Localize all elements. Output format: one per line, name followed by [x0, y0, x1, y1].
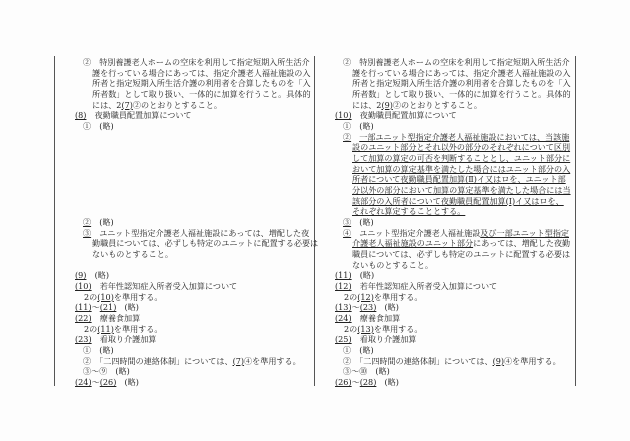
text-segment: ④を準用する。	[504, 355, 561, 366]
text-line	[352, 238, 570, 248]
text-line	[83, 228, 309, 238]
text-line	[352, 174, 566, 184]
text-segment: ① (略)	[343, 345, 374, 356]
underlined-text: (24)	[75, 377, 92, 388]
text-segment: (略)	[376, 302, 399, 313]
text-segment: 療養食加算	[91, 313, 141, 324]
text-line	[352, 142, 570, 152]
underlined-text: して加算の算定の可否を判断することとし、ユニット部分に	[352, 153, 571, 164]
underlined-text: 及び一部ユニット型指定	[480, 227, 570, 238]
text-segment: ②のとおりとすること。	[132, 99, 222, 110]
text-segment: 護を行っている場合にあっては、指定介護老人福祉施設の入	[352, 67, 571, 78]
text-line	[352, 249, 570, 259]
text-line	[343, 132, 569, 142]
text-line	[75, 334, 156, 344]
underlined-text: (10)	[97, 291, 114, 302]
underlined-text: (13)	[357, 323, 374, 334]
text-segment: ④を準用する。	[244, 355, 301, 366]
underlined-text: 分以外の部分において加算の算定基準を満たした場合には当	[352, 185, 571, 196]
text-segment: (略)	[376, 377, 399, 388]
underlined-text: 所者について夜勤職員配置加算(Ⅱ)イ又はロを、ユニット部	[352, 174, 566, 185]
text-segment: を準用する。	[113, 323, 163, 334]
text-segment: 2の	[84, 291, 98, 302]
text-segment: ② 特別養護老人ホームの空床を利用して指定短期入所生活介	[343, 57, 570, 67]
text-line	[352, 153, 570, 163]
text-line	[343, 57, 570, 67]
text-segment: ないものとすること。	[352, 259, 433, 270]
text-segment: 若年性認知症入所者受入加算について	[351, 281, 498, 292]
text-segment: には、2	[352, 99, 382, 110]
text-segment	[351, 132, 359, 142]
underlined-text: 介護老人福祉施設のユニット部分	[352, 238, 474, 249]
text-line	[75, 110, 192, 120]
text-segment: ③～⑩ (略)	[343, 366, 390, 377]
text-segment: 2の	[344, 323, 358, 334]
text-line	[352, 185, 571, 195]
text-line	[352, 164, 570, 174]
text-segment: 勤職員については、必ずしも特定のユニットに配置する必要は	[92, 238, 319, 249]
text-line	[83, 356, 301, 366]
text-line	[83, 345, 114, 355]
text-segment: ～	[91, 302, 100, 313]
underlined-text: (9)	[492, 355, 505, 366]
underlined-text: (7)	[232, 355, 245, 366]
text-line	[352, 196, 564, 206]
underlined-text: ③	[343, 217, 352, 228]
text-segment: 2の	[84, 323, 98, 334]
text-line	[343, 345, 374, 355]
right-column-revised-text	[314, 0, 575, 441]
text-line	[83, 57, 310, 67]
text-line	[83, 366, 130, 376]
text-segment: ～	[351, 377, 360, 388]
underlined-text: (11)	[335, 270, 352, 281]
table-border-right	[575, 56, 576, 386]
text-segment: ③～⑨ (略)	[83, 366, 130, 377]
text-segment: 所者数」として取り扱い、一体的に加算を行うこと。具体的	[92, 89, 311, 99]
text-line	[343, 356, 561, 366]
underlined-text: ②	[343, 131, 352, 142]
underlined-text: (21)	[99, 302, 117, 313]
text-line	[343, 121, 374, 131]
underlined-text: 該部分の入所者について夜勤職員配置加算(Ⅰ)イ又はロを、	[352, 195, 564, 206]
text-segment: (略)	[351, 270, 375, 281]
underlined-text: (23)	[359, 302, 377, 313]
text-line	[352, 100, 482, 110]
text-line	[343, 366, 390, 376]
text-segment: ① (略)	[343, 121, 374, 132]
text-segment: ～	[351, 302, 360, 313]
underlined-text: (10)	[335, 110, 352, 121]
text-segment: 若年性認知症入所者受入加算について	[91, 281, 238, 292]
text-line	[83, 121, 114, 131]
underlined-text: 一部ユニット型指定介護老人福祉施設においては、当該施	[359, 131, 570, 142]
underlined-text: 設のユニット部分とそれ以外の部分のそれぞれについて区別	[352, 142, 571, 153]
text-segment: を準用する。	[373, 291, 423, 302]
text-line	[352, 260, 433, 270]
left-column-current-text	[54, 0, 319, 441]
text-segment: 所者数」として取り扱い、一体的に加算を行うこと。具体的	[352, 89, 571, 99]
text-segment: 護を行っている場合にあっては、指定介護老人福祉施設の入	[92, 67, 311, 78]
text-segment: を準用する。	[113, 291, 163, 302]
text-segment: ① (略)	[83, 345, 114, 356]
underlined-text: ②	[83, 217, 92, 228]
underlined-text: (23)	[75, 334, 92, 345]
text-line	[343, 228, 569, 238]
text-segment: (略)	[116, 377, 139, 388]
text-segment: (略)	[116, 302, 139, 313]
underlined-text: (26)	[99, 377, 117, 388]
underlined-text: (13)	[335, 302, 352, 313]
text-line	[92, 89, 311, 99]
text-segment: 所者と指定短期入所生活介護の利用者を合算したものを「入	[352, 78, 571, 89]
text-line	[335, 377, 399, 387]
text-line	[75, 302, 139, 312]
text-line	[75, 377, 139, 387]
text-segment: 看取り介護加算	[91, 334, 157, 345]
text-segment: 職員については、必ずしも特定のユニットに配置する必要は	[352, 249, 571, 260]
text-line	[83, 217, 114, 227]
text-segment: 夜勤職員配置加算について	[351, 110, 457, 121]
text-line	[335, 281, 497, 291]
text-segment: 看取り介護加算	[351, 334, 417, 345]
text-line	[92, 238, 318, 248]
text-line	[352, 78, 571, 88]
text-line	[92, 100, 222, 110]
underlined-text: (12)	[357, 291, 374, 302]
text-line	[343, 217, 374, 227]
text-segment: ① (略)	[83, 121, 114, 132]
text-segment: ユニット型指定介護老人福祉施設	[351, 227, 481, 238]
text-segment: 2の	[344, 291, 358, 302]
text-segment: 夜勤職員配置加算について	[86, 110, 192, 121]
underlined-text: (9)	[381, 99, 393, 110]
text-segment: ② 特別養護老人ホームの空床を利用して指定短期入所生活介	[83, 57, 310, 67]
text-line	[335, 334, 416, 344]
text-line	[75, 313, 140, 323]
text-line	[352, 206, 465, 216]
text-line	[335, 110, 457, 120]
underlined-text: (24)	[335, 313, 352, 324]
text-line	[352, 89, 571, 99]
text-segment: にあっては、増配した夜勤	[473, 238, 571, 249]
underlined-text: (8)	[75, 110, 87, 121]
text-segment: ② 「二四時間の連絡体制」については、	[343, 355, 493, 366]
underlined-text: (9)	[75, 270, 87, 281]
text-line	[352, 68, 570, 78]
text-line	[335, 270, 374, 280]
text-line	[84, 324, 162, 334]
underlined-text: (28)	[359, 377, 377, 388]
text-segment: ユニット型指定介護老人福祉施設にあっては、増配した夜	[91, 227, 310, 238]
underlined-text: (11)	[97, 323, 114, 334]
text-line	[92, 68, 310, 78]
text-segment: 療養食加算	[351, 313, 401, 324]
text-segment: (略)	[351, 217, 374, 228]
underlined-text: それぞれ算定することとする。	[352, 206, 466, 217]
underlined-text: (11)	[75, 302, 92, 313]
text-segment: には、2	[92, 99, 122, 110]
underlined-text: (12)	[335, 281, 352, 292]
underlined-text: おいて加算の算定基準を満たした場合にはユニット部分の入	[352, 163, 571, 174]
text-line	[84, 292, 162, 302]
underlined-text: ④	[343, 227, 352, 238]
text-line	[92, 78, 311, 88]
underlined-text: (7)	[121, 99, 133, 110]
text-segment: ② 「二四時間の連絡体制」については、	[83, 355, 233, 366]
underlined-text: ③	[83, 227, 92, 238]
text-line	[75, 281, 237, 291]
underlined-text: (22)	[75, 313, 92, 324]
underlined-text: (25)	[335, 334, 352, 345]
text-line	[92, 249, 173, 259]
text-segment: 所者と指定短期入所生活介護の利用者を合算したものを「入	[92, 78, 311, 89]
underlined-text: (10)	[75, 281, 92, 292]
text-line	[344, 324, 422, 334]
text-segment: (略)	[91, 217, 114, 228]
text-line	[344, 292, 422, 302]
text-segment: を準用する。	[373, 323, 423, 334]
text-segment: (略)	[86, 270, 109, 281]
text-segment: ないものとすること。	[92, 249, 173, 260]
text-line	[335, 302, 399, 312]
text-segment: ～	[91, 377, 100, 388]
text-line	[335, 313, 400, 323]
text-segment: ②のとおりとすること。	[392, 99, 482, 110]
text-line	[75, 270, 109, 280]
underlined-text: (26)	[335, 377, 352, 388]
